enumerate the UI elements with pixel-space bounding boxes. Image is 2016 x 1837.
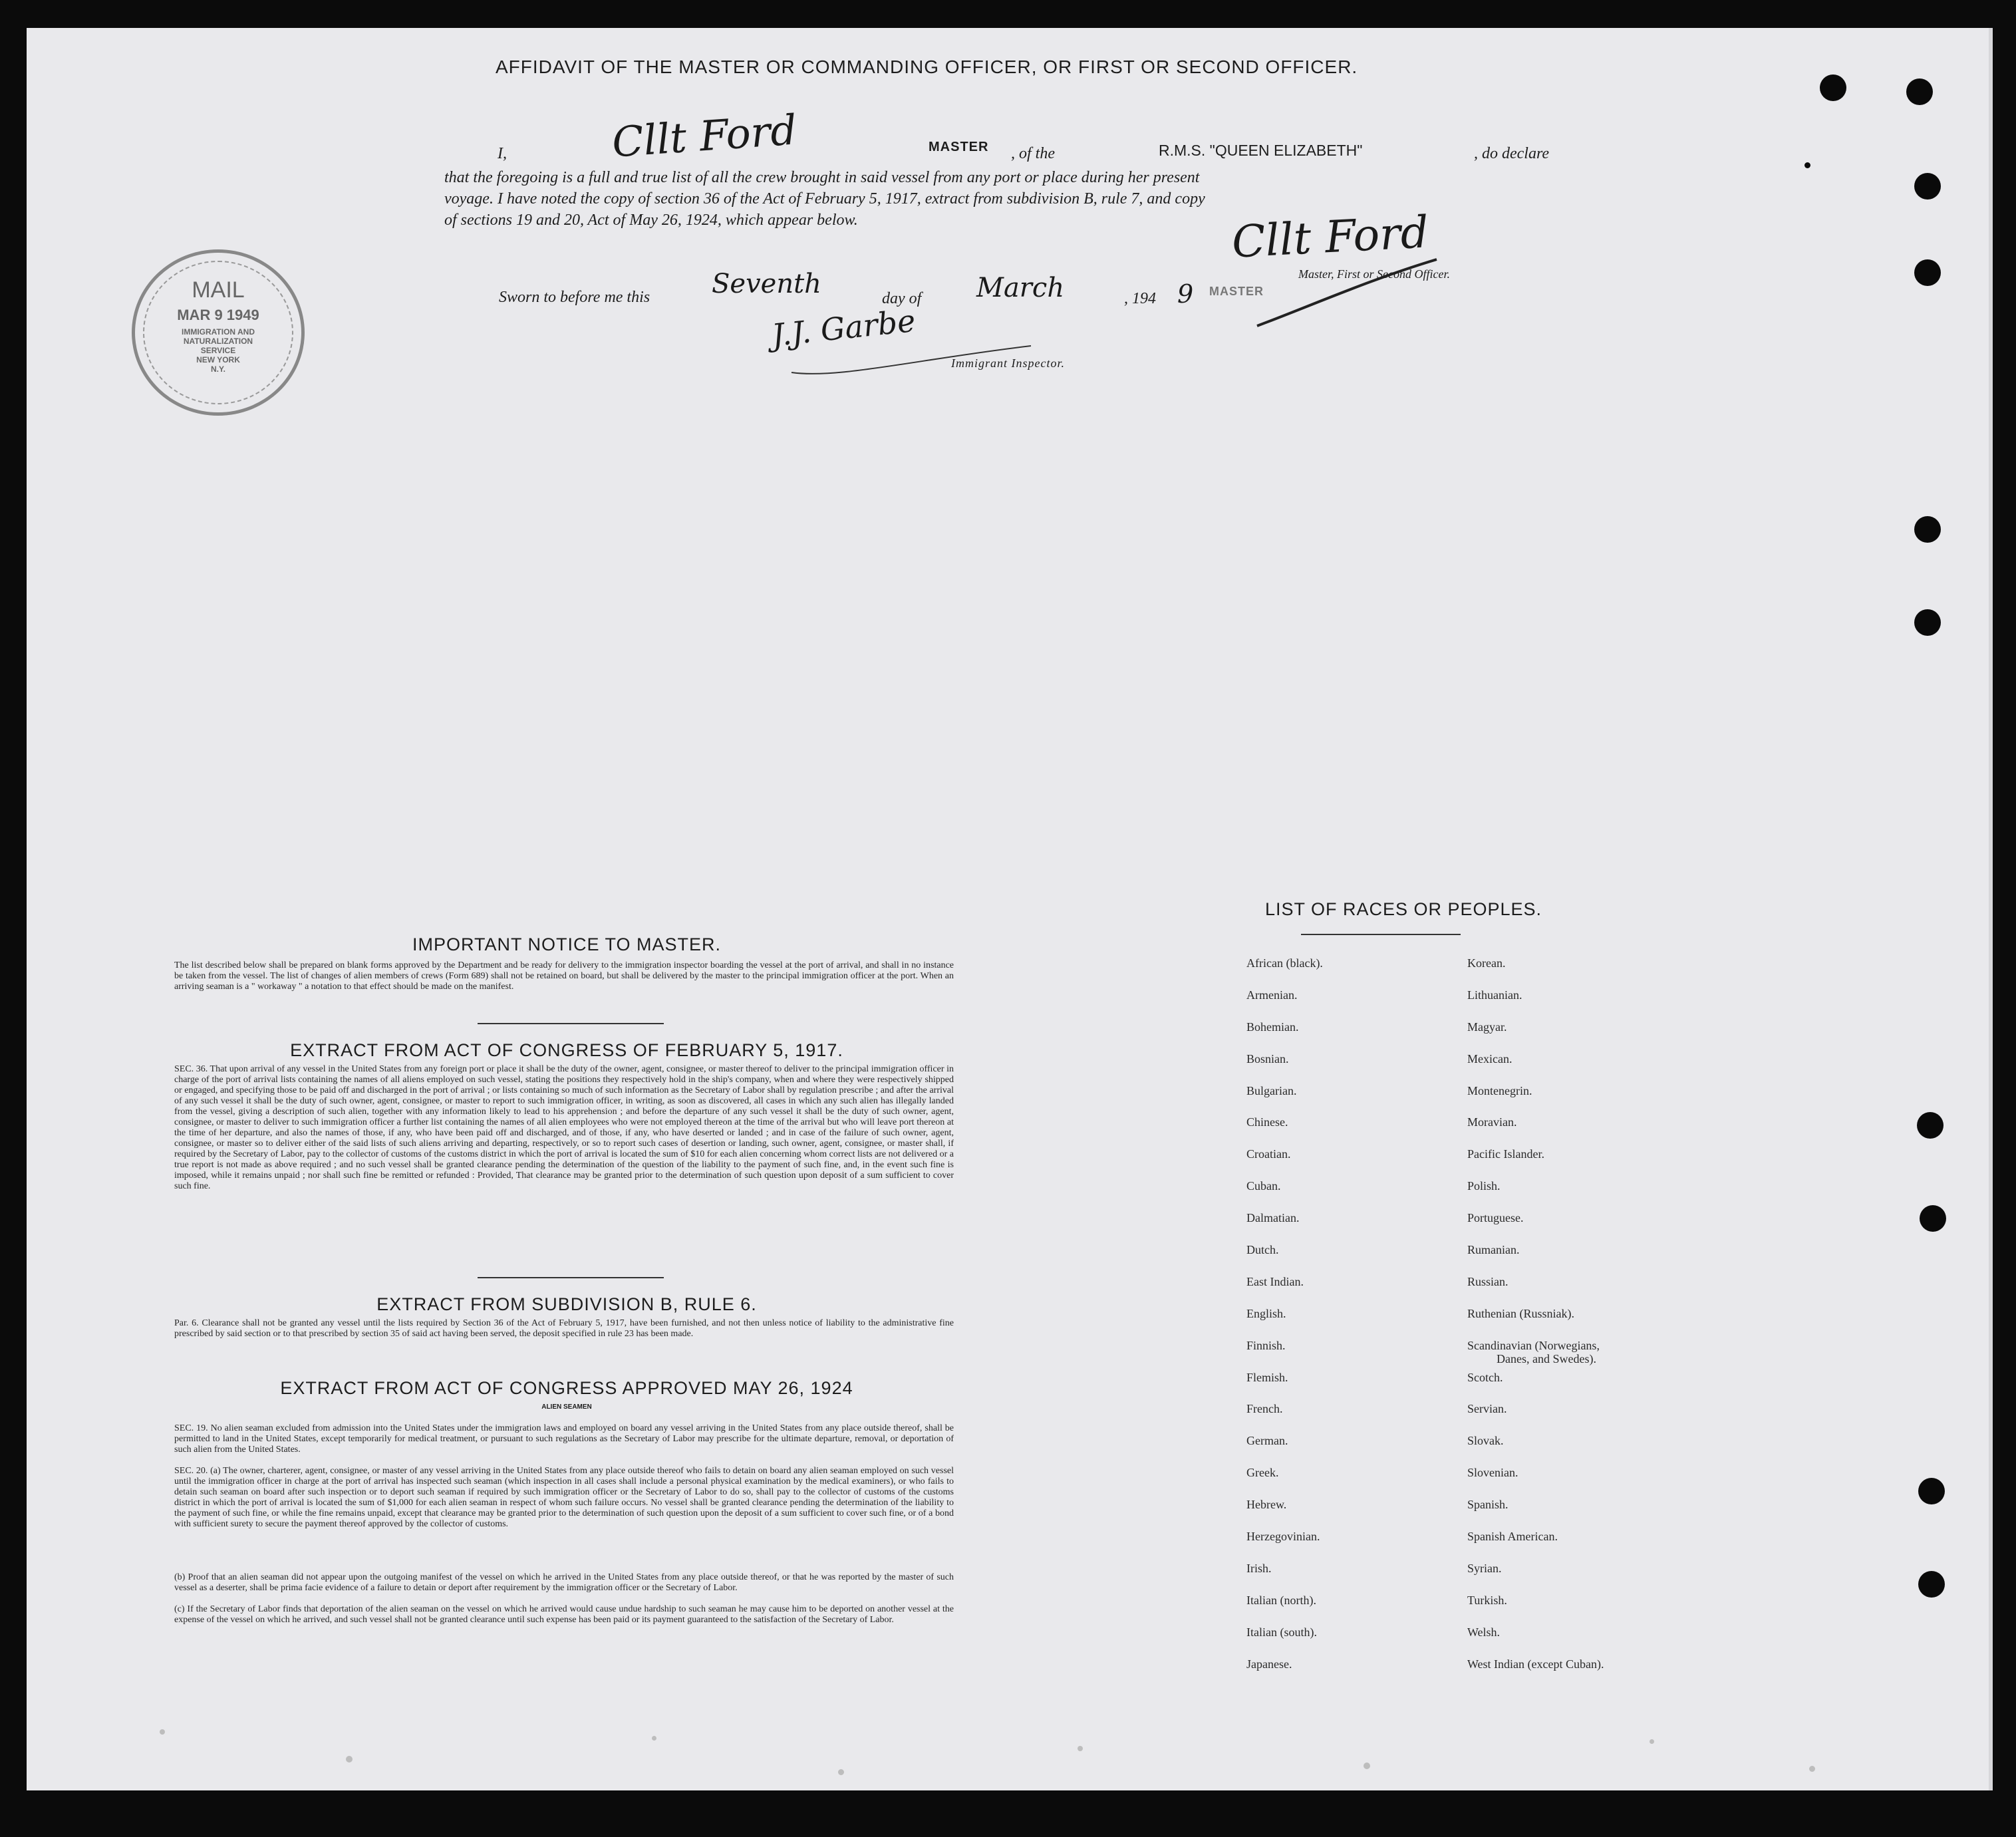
scan-speck xyxy=(1650,1739,1654,1744)
race-item: East Indian. xyxy=(1246,1274,1304,1288)
punch-hole xyxy=(1914,259,1941,286)
inspector-caption: Immigrant Inspector. xyxy=(951,356,1065,370)
divider xyxy=(478,1023,664,1024)
race-item: Spanish. xyxy=(1467,1498,1509,1512)
race-item: Japanese. xyxy=(1246,1657,1292,1671)
race-item: Irish. xyxy=(1246,1561,1272,1575)
races-column-1 xyxy=(1246,956,1323,1689)
affidavit-title: AFFIDAVIT OF THE MASTER OR COMMANDING OFFICER, OR FIRST OR SECOND OFFICER. xyxy=(496,57,1358,77)
race-item: Lithuanian. xyxy=(1467,988,1522,1002)
notice-title: IMPORTANT NOTICE TO MASTER. xyxy=(412,934,722,954)
scan-speck xyxy=(652,1736,656,1741)
master-signature: Cllt Ford xyxy=(610,105,799,167)
race-item-continuation: Danes, and Swedes). xyxy=(1497,1351,1596,1365)
race-item: Armenian. xyxy=(1246,988,1298,1002)
punch-hole xyxy=(1920,1205,1946,1232)
race-item: Finnish. xyxy=(1246,1338,1286,1352)
race-item: Mexican. xyxy=(1467,1052,1512,1065)
extract-1917-text: SEC. 36. That upon arrival of any vessel in the United States from any foreign port or place it shall be the duty of the owner, agent, consignee, or master thereof to deliver to the principal immigration officer in charge of the port of arrival lists containing the names of all aliens employed on such vessel, stating the positions they respectively hold in the ship's company, when and where they were respectively shipped or engaged, and specifying those to be paid off and discharged in the port of arrival ; or lists containing so much of such information as the Secretary of Labor shall by regulation prescribe ; and after the arrival of any such vessel it shall be the duty of such owner, agent, consignee, or master to report to such immigration officer, in writing, as soon as discovered, all cases in which any such alien has illegally landed from the vessel, giving a description of such alien, together with any information likely to lead to his apprehension ; and before the departure of any such vessel it shall be the duty of such owner, agent, consignee, or master to deliver to such immigration officer a further list containing the names of all alien employees who were not employed thereon at the time of the arrival but who will leave port thereon at the time of her departure, and also the names of those, if any, who have been paid off and discharged, and of those, if any, who have deserted or landed ; and in case of the failure of such owner, agent, consignee, or master so to deliver either of the said lists of such aliens arriving and departing, respectively, or so to report such cases of desertion or landing, such owner, agent, consignee, or master shall, if required by the Secretary of Labor, pay to the collector of customs of the customs district in which the port of arrival is located the sum of $10 for each alien concerning whom correct lists are not delivered or a true report is not made as above required ; and no such vessel shall be granted clearance pending the determination of the question of the liability to the payment of such fine, and, in the event such fine is imposed, while it remains unpaid ; nor shall such fine be remitted or refunded : Provided, That clearance may be granted prior to the determination of such question upon deposit of a sum sufficient to cover such fine. xyxy=(174,1064,954,1191)
punch-hole xyxy=(1820,74,1846,101)
stamp-line: NEW YORK xyxy=(196,355,240,364)
race-item: Polish. xyxy=(1467,1179,1501,1193)
stamp-top: MAIL xyxy=(192,277,245,303)
punch-hole xyxy=(1914,173,1941,200)
punch-hole xyxy=(1917,1112,1944,1139)
extract-1917-title: EXTRACT FROM ACT OF CONGRESS OF FEBRUARY 5, 1917. xyxy=(290,1040,843,1060)
race-item: Slovenian. xyxy=(1467,1466,1518,1480)
scan-speck xyxy=(160,1729,165,1735)
race-item-text: Scandinavian (Norwegians, xyxy=(1467,1338,1600,1352)
race-item: Herzegovinian. xyxy=(1246,1530,1320,1544)
rank-label: MASTER xyxy=(929,140,989,154)
officer-signature: Cllt Ford xyxy=(1230,206,1430,268)
officer-caption: Master, First or Second Officer. xyxy=(1298,267,1450,281)
races-title: LIST OF RACES OR PEOPLES. xyxy=(1264,899,1542,919)
inspector-signature: J.J. Garbe xyxy=(770,302,917,354)
sworn-text: Sworn to before me this xyxy=(499,289,650,306)
vessel-name: R.M.S. "QUEEN ELIZABETH" xyxy=(1159,142,1363,159)
race-item: Dalmatian. xyxy=(1246,1211,1300,1225)
scan-speck xyxy=(1078,1746,1083,1751)
race-item: Portuguese. xyxy=(1467,1211,1524,1225)
race-item: German. xyxy=(1246,1434,1288,1448)
race-item: Moravian. xyxy=(1467,1115,1517,1129)
stamp-date: MAR 9 1949 xyxy=(177,307,259,323)
punch-hole xyxy=(1914,516,1941,543)
immigration-stamp xyxy=(132,249,305,416)
race-item: Dutch. xyxy=(1246,1243,1279,1257)
race-item: Servian. xyxy=(1467,1402,1507,1416)
sec-20b-text: (b) Proof that an alien seaman did not appear upon the outgoing manifest of the vessel on which he arrived in the United States from any place outside thereof, or that he was reported by the master of such vessel as a deserter, shall be prima facie evidence of a failure to detain or deport after requirement by the immigration officer or the Secretary of Labor. xyxy=(174,1572,954,1593)
stamp-line: IMMIGRATION AND xyxy=(182,327,255,337)
race-item: Magyar. xyxy=(1467,1020,1507,1034)
scan-speck xyxy=(1809,1766,1815,1772)
race-item: Greek. xyxy=(1246,1466,1279,1480)
race-item: Russian. xyxy=(1467,1274,1509,1288)
race-item: Spanish American. xyxy=(1467,1530,1558,1544)
affidavit-line-2: that the foregoing is a full and true list of all the crew brought in said vessel from any port or place during her present xyxy=(444,169,1200,186)
stamp-line: NATURALIZATION xyxy=(183,337,253,346)
notice-text: The list described below shall be prepared on blank forms approved by the Department and be ready for delivery to the immigration inspector boarding the vessel at the port of arrival, and shall in no instance be taken from the vessel. The list of changes of alien members of crews (Form 689) shall not be retained on board, but shall be delivered by the master to the principal immigration officer at the port. When an arriving seaman is a " workaway " a notation to that effect should be made on the manifest. xyxy=(174,960,954,992)
race-item: Flemish. xyxy=(1246,1370,1288,1384)
affidavit-line-4: of sections 19 and 20, Act of May 26, 1924, which appear below. xyxy=(444,212,858,229)
year-prefix: , 194 xyxy=(1124,290,1156,307)
race-item: Italian (north). xyxy=(1246,1593,1316,1607)
punch-hole xyxy=(1906,78,1933,105)
race-item xyxy=(1467,1339,1604,1371)
sec-20c-text: (c) If the Secretary of Labor finds that deportation of the alien seaman on the vessel on which he arrived would cause undue hardship to such seaman he may cause him to be deported on another vessel at the expense of the vessel on which he arrived, and such vessel shall not be granted clearance until such expense has been paid or its payment guaranteed to the satisfaction of the Secretary of Labor. xyxy=(174,1604,954,1625)
extract-1924-title: EXTRACT FROM ACT OF CONGRESS APPROVED MAY 26, 1924 xyxy=(280,1378,853,1398)
race-item: Rumanian. xyxy=(1467,1243,1520,1257)
sworn-month: March xyxy=(976,273,1065,303)
race-item: Cuban. xyxy=(1246,1179,1281,1193)
year-digit: 9 xyxy=(1177,279,1194,309)
of-the-text: , of the xyxy=(1011,145,1055,162)
scan-speck xyxy=(838,1769,844,1775)
sec-19-text: SEC. 19. No alien seaman excluded from admission into the United States under the immigration laws and employed on board any vessel arriving in the United States from any place outside thereof, shall be permitted to land in the United States, except temporarily for medical treatment, or pursuant to such regulations as the Secretary of Labor may prescribe for the ultimate departure, removal, or deportation of such alien from the United States. xyxy=(174,1423,954,1455)
race-item: Pacific Islander. xyxy=(1467,1147,1544,1161)
affidavit-line-3: voyage. I have noted the copy of section 36 of the Act of February 5, 1917, extract from subdivision B, rule 7, and copy xyxy=(444,190,1205,208)
race-item: Slovak. xyxy=(1467,1434,1504,1448)
race-item: Bosnian. xyxy=(1246,1052,1289,1065)
affidavit-i: I, xyxy=(498,145,507,162)
scan-speck xyxy=(346,1756,353,1763)
subdivision-text: Par. 6. Clearance shall not be granted any vessel until the lists required by Section 36 of the Act of February 5, 1917, have been furnished, and not then unless notice of liability to the administrative fine prescribed by said section or to that prescribed by section 35 of said act having been served, the deposit specified in rule 23 has been made. xyxy=(174,1318,954,1339)
race-item: Bohemian. xyxy=(1246,1020,1299,1034)
race-item: West Indian (except Cuban). xyxy=(1467,1657,1604,1671)
race-item: Bulgarian. xyxy=(1246,1083,1297,1097)
stamp-line: SERVICE xyxy=(200,346,236,355)
race-item: Chinese. xyxy=(1246,1115,1288,1129)
race-item: Scotch. xyxy=(1467,1370,1503,1384)
race-item: Croatian. xyxy=(1246,1147,1291,1161)
day-of-text: day of xyxy=(882,290,922,307)
race-item: Ruthenian (Russniak). xyxy=(1467,1306,1574,1320)
master-stamp: MASTER xyxy=(1209,285,1264,298)
races-column-2 xyxy=(1467,956,1604,1689)
race-item: Korean. xyxy=(1467,956,1506,970)
divider xyxy=(478,1277,664,1278)
race-item: African (black). xyxy=(1246,956,1323,970)
race-item: Turkish. xyxy=(1467,1593,1507,1607)
punch-hole xyxy=(1918,1478,1945,1504)
speck xyxy=(1804,162,1810,168)
race-item: English. xyxy=(1246,1306,1286,1320)
sec-20a-text: SEC. 20. (a) The owner, charterer, agent, consignee, or master of any vessel arriving in the United States from any place outside thereof who fails to detain on board any alien seaman employed on such vessel until the immigration officer in charge at the port of arrival has inspected such seaman (which inspection in all cases shall include a personal physical examination by the medical examiners), or who fails to detain such seaman on board after such inspection or to deport such seaman if required by such immigration officer or the Secretary of Labor to do so, shall pay to the collector of customs of the customs district in which the port of arrival is located the sum of $1,000 for each alien seaman in respect of whom such failure occurs. No vessel shall be granted clearance pending the determination of the liability to the payment of such fine, or while the fine remains unpaid, except that clearance may be granted prior to the determination of such question upon the deposit of a sum sufficient to cover such fine, or of a bond with sufficient surety to secure the payment thereof approved by the collector of customs. xyxy=(174,1466,954,1529)
punch-hole xyxy=(1918,1571,1945,1598)
race-item: French. xyxy=(1246,1402,1283,1416)
subdivision-title: EXTRACT FROM SUBDIVISION B, RULE 6. xyxy=(376,1294,757,1314)
sworn-day: Seventh xyxy=(712,269,821,299)
divider xyxy=(1301,934,1461,935)
stamp-line: N.Y. xyxy=(210,364,225,374)
do-declare-text: , do declare xyxy=(1474,145,1550,162)
race-item: Montenegrin. xyxy=(1467,1083,1532,1097)
scan-speck xyxy=(1364,1763,1370,1769)
punch-hole xyxy=(1914,609,1941,636)
race-item: Syrian. xyxy=(1467,1561,1502,1575)
race-item: Hebrew. xyxy=(1246,1498,1287,1512)
extract-1924-subtitle: ALIEN SEAMEN xyxy=(541,1403,592,1411)
race-item: Welsh. xyxy=(1467,1625,1501,1639)
signature-stroke xyxy=(1250,253,1443,333)
race-item: Italian (south). xyxy=(1246,1625,1317,1639)
